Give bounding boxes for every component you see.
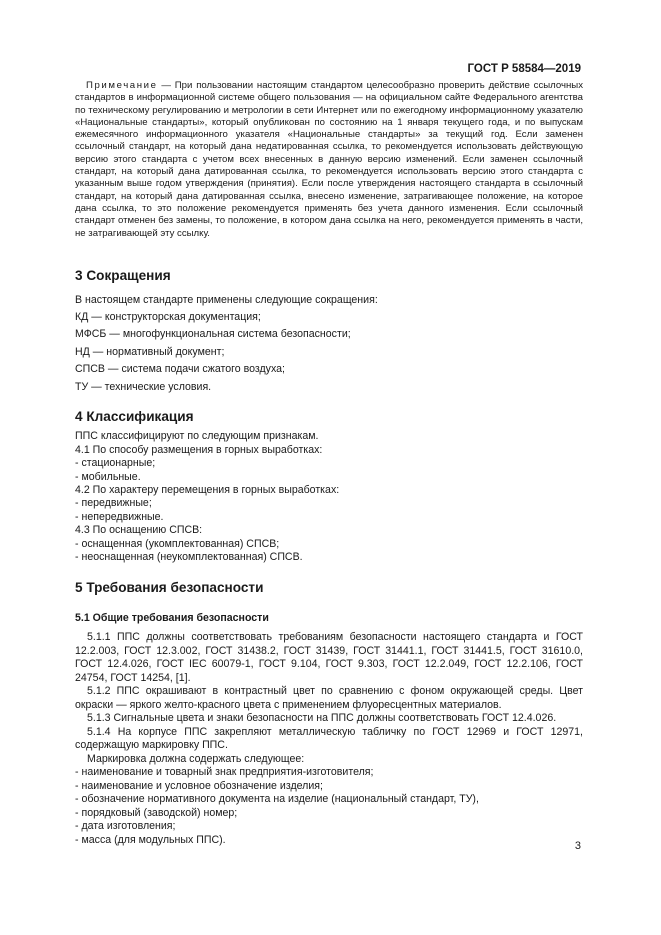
section-3-body — [75, 292, 583, 397]
abbreviation-item: СПСВ — система подачи сжатого воздуха; — [75, 363, 285, 376]
marking-item: - масса (для модульных ППС). — [75, 833, 226, 846]
marking-item: - обозначение нормативного документа на изделие (национальный стандарт, ТУ), — [75, 793, 479, 806]
classification-line: - мобильные. — [75, 470, 141, 483]
marking-item: - дата изготовления; — [75, 820, 176, 833]
abbreviation-item: ТУ — технические условия. — [75, 380, 212, 393]
classification-line: - оснащенная (укомплектованная) СПСВ; — [75, 537, 280, 550]
classification-line: - непередвижные. — [75, 510, 164, 523]
abbreviations-intro: В настоящем стандарте применены следующие сокращения: — [75, 293, 378, 306]
classification-line: - неоснащенная (неукомплектованная) СПСВ. — [75, 551, 303, 564]
paragraph-5-1-3: 5.1.3 Сигнальные цвета и знаки безопасности на ППС должны соответствовать ГОСТ 12.4.026. — [87, 712, 557, 725]
classification-line: ППС классифицируют по следующим признакам. — [75, 430, 319, 443]
subsection-5-1-title: 5.1 Общие требования безопасности — [75, 612, 269, 625]
classification-line: 4.2 По характеру перемещения в горных выработках: — [75, 483, 340, 496]
marking-item: - наименование и товарный знак предприятия-изготовителя; — [75, 766, 374, 779]
classification-line: 4.1 По способу размещения в горных выработках: — [75, 443, 323, 456]
reference-note — [75, 80, 583, 240]
classification-line: - передвижные; — [75, 497, 152, 510]
note-text: — При пользовании настоящим стандартом целесообразно проверить действие ссылочных стандартов в информационной системе общего пользования — на официальном сайте Федерального агентства по техническому регулированию и метрологии в сети Интернет или по ежегодному информационному указателю «Национальные стандарты», который опубликован по состоянию на 1 января текущего года, и по выпускам ежемесячного информационного указателя «Национальные стандарты» за текущий год. Если заменен ссылочный стандарт, на который дана недатированная ссылка, то рекомендуется использовать действующую версию этого стандарта с учетом всех внесенных в данную версию изменений. Если заменен ссылочный стандарт, на который дана датированная ссылка, то рекомендуется использовать версию этого стандарта с указанным выше годом утверждения (принятия). Если после утверждения настоящего стандарта в ссылочный стандарт, на который дана датированная ссылка, внесено изменение, затрагивающее положение, на которое дана ссылка, то это положение рекомендуется применять без учета данного изменения. Если ссылочный стандарт отменен без замены, то положение, в котором дана ссылка на него, рекомендуется применять в части, не затрагивающей эту ссылку. — [75, 80, 583, 239]
section-4-title: 4 Классификация — [75, 409, 194, 425]
page-content — [75, 80, 583, 847]
abbreviation-item: КД — конструкторская документация; — [75, 310, 261, 323]
section-3-title: 3 Сокращения — [75, 267, 171, 283]
classification-line: - стационарные; — [75, 457, 156, 470]
marking-item: - порядковый (заводской) номер; — [75, 806, 238, 819]
marking-item: - наименование и условное обозначение изделия; — [75, 779, 323, 792]
marking-intro: Маркировка должна содержать следующее: — [87, 752, 305, 765]
section-5-body — [75, 631, 583, 847]
standard-header: ГОСТ Р 58584—2019 — [467, 63, 581, 75]
classification-line: 4.3 По оснащению СПСВ: — [75, 524, 203, 537]
section-5-title: 5 Требования безопасности — [75, 580, 264, 596]
page-number: 3 — [574, 840, 581, 852]
paragraph-5-1-2: 5.1.2 ППС окрашивают в контрастный цвет по сравнению с фоном окружающей среды. Цвет окраски — яркого желто-красного цвета с применением флуоресцентных материалов. — [75, 685, 583, 711]
paragraph-5-1-4: 5.1.4 На корпусе ППС закрепляют металлическую табличку по ГОСТ 12969 и ГОСТ 12971, содержащую маркировку ППС. — [75, 725, 583, 752]
note-label: Примечание — [86, 80, 158, 91]
section-4-body — [75, 430, 583, 564]
paragraph-5-1-1: 5.1.1 ППС должны соответствовать требованиям безопасности настоящего стандарта и ГОСТ 12.2.003, ГОСТ 12.3.002, ГОСТ 31438.2, ГОСТ 31439, ГОСТ 31441.1, ГОСТ 31441.5, ГОСТ 31610.0, ГОСТ 12.4.026, ГОСТ IEC 60079-1, ГОСТ 9.104, ГОСТ 9.303, ГОСТ 12.2.049, ГОСТ 12.2.106, ГОСТ 24754, ГОСТ 14254, [1]. — [75, 631, 583, 684]
abbreviation-item: МФСБ — многофункциональная система безопасности; — [75, 328, 351, 341]
abbreviation-item: НД — нормативный документ; — [75, 345, 225, 358]
